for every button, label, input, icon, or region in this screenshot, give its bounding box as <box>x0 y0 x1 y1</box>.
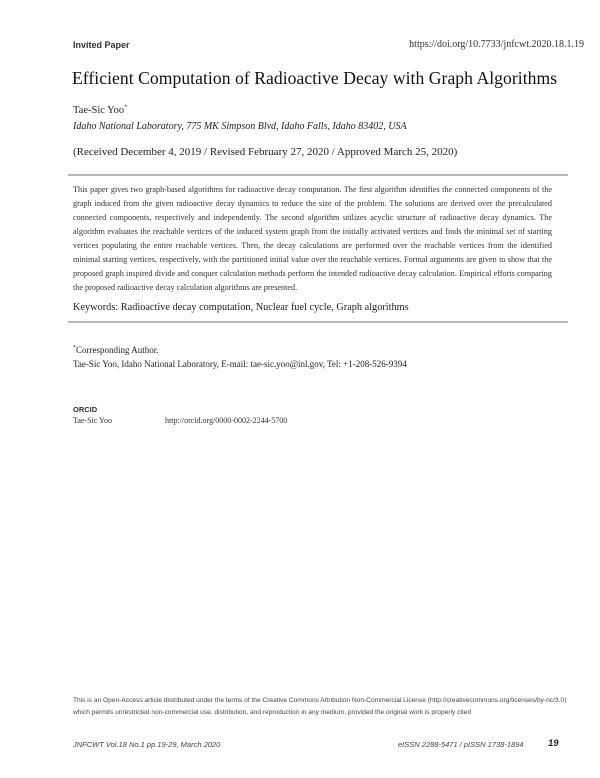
license-notice: This is an Open-Access article distributed under the terms of the Creative Commons Attribution Non-Commercial License (http://creativecommons.org/licenses/by-nc/3.0) which permits unrestricted non-commercial use, distribution, and reproduction in any medium, provided the original work is properly cited <box>73 697 567 716</box>
doi-link[interactable]: https://doi.org/10.7733/jnfcwt.2020.18.1.19 <box>409 39 584 50</box>
publication-dates: (Received December 4, 2019 / Revised February 27, 2020 / Approved March 25, 2020) <box>73 146 458 158</box>
corresponding-mark: * <box>73 345 76 351</box>
corresponding-author-details: Tae-Sic Yoo, Idaho National Laboratory, E-mail: tae-sic.yoo@inl.gov, Tel: +1-208-526-9394 <box>73 359 407 369</box>
orcid-link[interactable]: http://orcid.org/0000-0002-2244-5700 <box>165 416 288 425</box>
article-type-label: Invited Paper <box>73 40 130 50</box>
author-affiliation: Idaho National Laboratory, 775 MK Simpson Blvd, Idaho Falls, Idaho 83402, USA <box>73 121 407 132</box>
abstract-bottom-rule <box>68 321 568 323</box>
abstract-top-rule <box>68 174 568 176</box>
orcid-author-name: Tae-Sic Yoo <box>73 416 112 425</box>
author-line <box>73 105 127 116</box>
corresponding-author-heading <box>73 345 159 355</box>
issn-info: eISSN 2288-5471 / pISSN 1738-1894 <box>398 740 524 749</box>
author-name: Tae-Sic Yoo <box>73 105 125 116</box>
paper-title: Efficient Computation of Radioactive Decay with Graph Algorithms <box>72 68 558 88</box>
page-number: 19 <box>548 738 559 749</box>
corresponding-heading-text: Corresponding Author. <box>76 345 159 355</box>
author-mark: * <box>124 104 128 111</box>
abstract-text: This paper gives two graph-based algorithms for radioactive decay computation. The first algorithm identifies the connected components of the graph induced from the given radioactive decay dynamics to reduce the size of the problem. The solutions are derived over the precalculated connected components, respectively and independently. The second algorithm utilizes acyclic structure of radioactive decay dynamics. The algorithm evaluates the reachable vertices of the induced system graph from the initially activated vertices and finds the minimal set of starting vertices populating the entire reachable vertices. Then, the decay calculations are performed over the reachable vertices from the identified minimal starting vertices, respectively, with the partitioned initial value over the reachable vertices. Formal arguments are given to show that the proposed graph inspired divide and conquer calculation methods perform the intended radioactive decay calculation. Empirical efforts comparing the proposed radioactive decay calculation algorithms are presented. <box>73 185 552 293</box>
journal-citation: JNFCWT Vol.18 No.1 pp.19-29, March 2020 <box>73 740 221 749</box>
keywords-line: Keywords: Radioactive decay computation, Nuclear fuel cycle, Graph algorithms <box>73 302 409 313</box>
orcid-heading: ORCID <box>73 405 98 414</box>
